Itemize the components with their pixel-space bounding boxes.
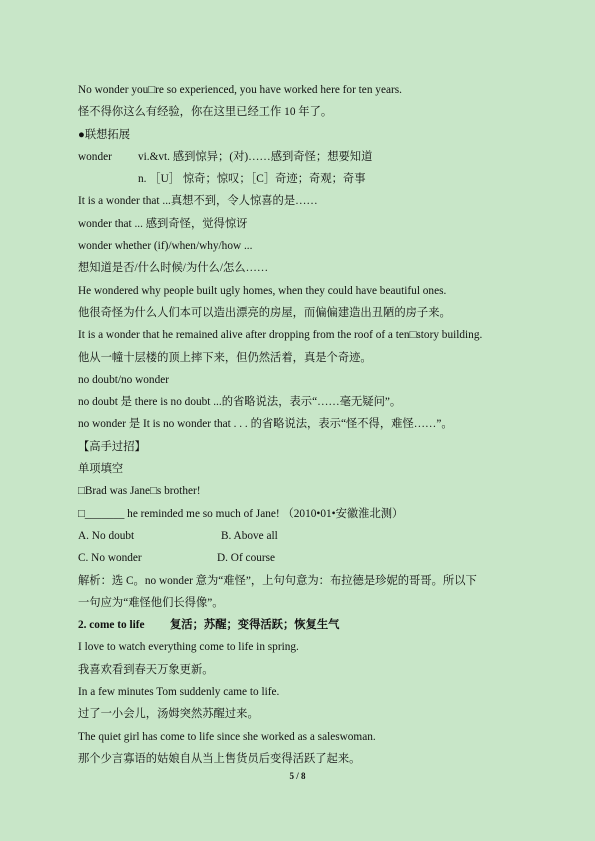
headword: wonder	[78, 150, 112, 163]
example-sentence-en: The quiet girl has come to life since she worked as a saleswoman.	[78, 730, 376, 743]
usage-note: no wonder 是 It is no wonder that . . . 的省略说法，表示“怪不得，难怪……”。	[78, 418, 453, 431]
answer-options	[78, 547, 518, 569]
definition-verb	[78, 146, 518, 168]
section-heading: 【高手过招】	[78, 440, 146, 453]
phrase-title: 2. come to life	[78, 619, 145, 632]
usage-note: no doubt 是 there is no doubt ...的省略说法，表示“……毫无疑问”。	[78, 396, 402, 409]
explanation: 解析：选 C。no wonder 意为“难怪”，上句句意为：布拉德是珍妮的哥哥。所以下	[78, 574, 477, 587]
example-sentence-zh: 那个少言寡语的姑娘自从当上售货员后变得活跃了起来。	[78, 752, 361, 765]
page-number: 5 / 8	[289, 771, 306, 781]
phrase-translation: 想知道是否/什么时候/为什么/怎么……	[78, 262, 269, 275]
example-sentence-en: In a few minutes Tom suddenly came to life.	[78, 686, 280, 699]
page-content	[78, 79, 518, 770]
section-heading: ●联想拓展	[78, 128, 131, 141]
phrase-line: wonder whether (if)/when/why/how ...	[78, 240, 253, 253]
definition-noun	[78, 168, 518, 190]
phrase-line: It is a wonder that ...真想不到，令人惊喜的是……	[78, 195, 318, 208]
option-b: B. Above all	[221, 529, 278, 542]
phrase-meaning: 复活；苏醒；变得活跃；恢复生气	[170, 619, 340, 632]
phrase-heading	[78, 614, 518, 636]
example-sentence-zh: 怪不得你这么有经验，你在这里已经工作 10 年了。	[78, 106, 333, 119]
example-sentence-en: He wondered why people built ugly homes, when they could have beautiful ones.	[78, 284, 447, 297]
option-a: A. No doubt	[78, 529, 135, 542]
definition-text: n. ［U］ 惊奇；惊叹；［C］奇迹；奇观；奇事	[138, 173, 366, 186]
exercise-question: □Brad was Jane□s brother!	[78, 485, 201, 498]
option-d: D. Of course	[217, 552, 276, 565]
option-c: C. No wonder	[78, 552, 142, 565]
answer-options	[78, 525, 518, 547]
exercise-title: 单项填空	[78, 463, 124, 476]
example-sentence-en: It is a wonder that he remained alive after dropping from the roof of a ten□story building.	[78, 329, 483, 342]
definition-text: vi.&vt. 感到惊异；(对)……感到奇怪；想要知道	[138, 150, 373, 163]
explanation: 一句应为“难怪他们长得像”。	[78, 596, 224, 609]
example-sentence-zh: 他从一幢十层楼的顶上摔下来，但仍然活着，真是个奇迹。	[78, 351, 372, 364]
phrase-line: no doubt/no wonder	[78, 373, 169, 386]
example-sentence-zh: 我喜欢看到春天万象更新。	[78, 663, 214, 676]
example-sentence-zh: 他很奇怪为什么人们本可以造出漂亮的房屋，而偏偏建造出丑陋的房子来。	[78, 306, 451, 319]
example-sentence-en: I love to watch everything come to life in spring.	[78, 641, 299, 654]
example-sentence-en: No wonder you□re so experienced, you have worked here for ten years.	[78, 84, 402, 96]
example-sentence-zh: 过了一小会儿，汤姆突然苏醒过来。	[78, 708, 259, 721]
exercise-question: □_______ he reminded me so much of Jane! （2010•01•安徽淮北测）	[78, 507, 404, 520]
phrase-line: wonder that ... 感到奇怪，觉得惊讶	[78, 217, 248, 230]
